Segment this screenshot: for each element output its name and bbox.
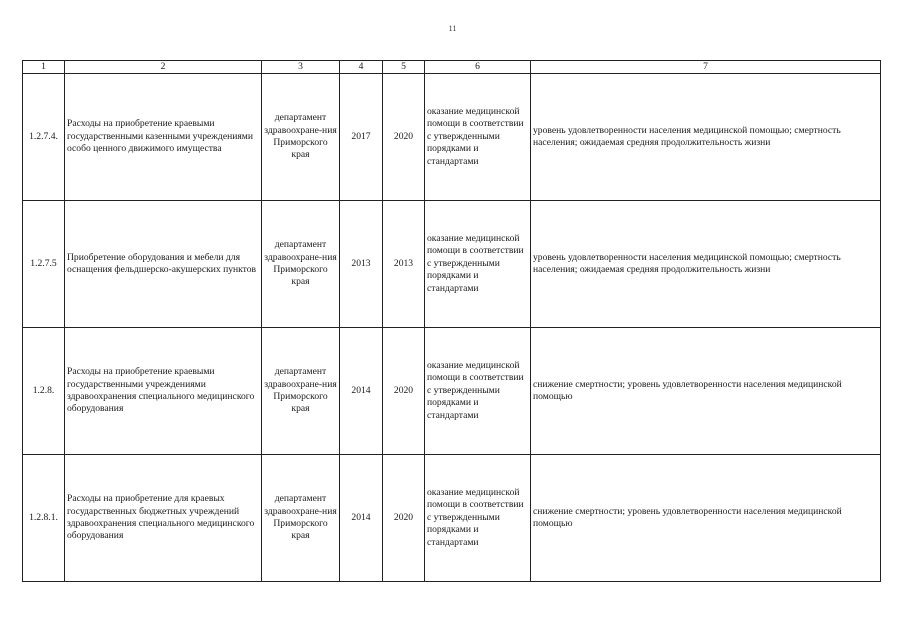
column-header: 7 [531,61,881,74]
item-end-year: 2020 [383,328,425,455]
item-indicators: уровень удовлетворенности населения медицинской помощью; смертность населения; ожидаемая средняя продолжительность жизни [531,74,881,201]
item-indicators: снижение смертности; уровень удовлетворенности населения медицинской помощью [531,455,881,582]
item-name: Приобретение оборудования и мебели для оснащения фельдшерско-акушерских пунктов [65,201,262,328]
item-start-year: 2013 [340,201,383,328]
table-row [23,328,881,455]
item-end-year: 2013 [383,201,425,328]
item-name: Расходы на приобретение краевыми государственными казенными учреждениями особо ценного движимого имущества [65,74,262,201]
page-number: 11 [448,24,457,33]
item-executor: департамент здравоохране-ния Приморского края [262,328,340,455]
item-start-year: 2014 [340,455,383,582]
item-expected-result: оказание медицинской помощи в соответствии с утвержденными порядками и стандартами [425,201,531,328]
item-executor: департамент здравоохране-ния Приморского края [262,74,340,201]
item-indicators: снижение смертности; уровень удовлетворенности населения медицинской помощью [531,328,881,455]
program-table [22,60,881,582]
column-header: 6 [425,61,531,74]
column-header: 3 [262,61,340,74]
table-row [23,74,881,201]
column-header: 1 [23,61,65,74]
column-header: 2 [65,61,262,74]
item-end-year: 2020 [383,455,425,582]
item-number: 1.2.8. [23,328,65,455]
item-number: 1.2.8.1. [23,455,65,582]
item-name: Расходы на приобретение для краевых государственных бюджетных учреждений здравоохранения специального медицинского оборудования [65,455,262,582]
column-number-row [23,61,881,74]
item-indicators: уровень удовлетворенности населения медицинской помощью; смертность населения; ожидаемая средняя продолжительность жизни [531,201,881,328]
item-start-year: 2014 [340,328,383,455]
item-number: 1.2.7.5 [23,201,65,328]
item-executor: департамент здравоохране-ния Приморского края [262,455,340,582]
table-row [23,455,881,582]
table-row [23,201,881,328]
column-header: 5 [383,61,425,74]
item-end-year: 2020 [383,74,425,201]
item-number: 1.2.7.4. [23,74,65,201]
item-name: Расходы на приобретение краевыми государственными учреждениями здравоохранения специального медицинского оборудования [65,328,262,455]
item-executor: департамент здравоохране-ния Приморского края [262,201,340,328]
item-expected-result: оказание медицинской помощи в соответствии с утвержденными порядками и стандартами [425,328,531,455]
item-expected-result: оказание медицинской помощи в соответствии с утвержденными порядками и стандартами [425,455,531,582]
item-expected-result: оказание медицинской помощи в соответствии с утвержденными порядками и стандартами [425,74,531,201]
item-start-year: 2017 [340,74,383,201]
column-header: 4 [340,61,383,74]
